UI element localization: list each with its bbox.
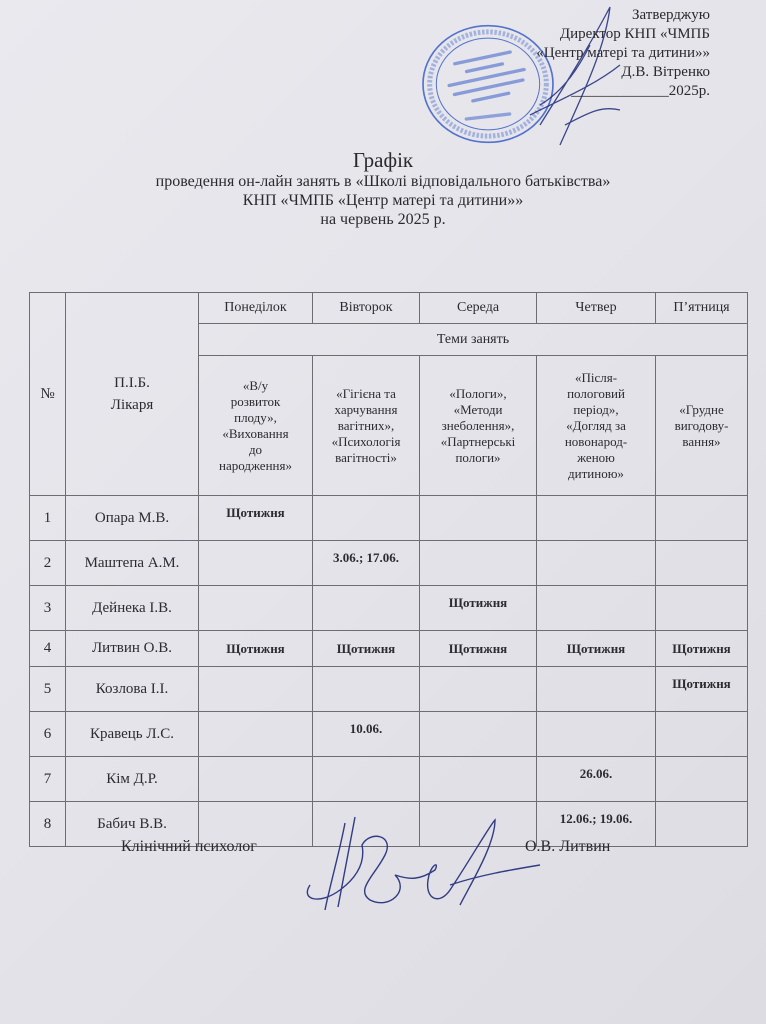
topic-line: дитиною» xyxy=(568,465,624,481)
header-num: № xyxy=(30,293,66,496)
topic-cell xyxy=(420,356,537,496)
row-number: 5 xyxy=(30,667,66,712)
topic-line: вагітності» xyxy=(335,449,397,465)
title-line: проведення он-лайн занять в «Школі відповідального батьківства» xyxy=(155,173,611,190)
approval-line: «Центр матері та дитини»» xyxy=(536,45,710,61)
topic-line: новонарод- xyxy=(564,433,628,449)
schedule-cell xyxy=(313,586,420,631)
footer-role: Клінічний психолог xyxy=(121,838,257,855)
schedule-cell xyxy=(420,496,537,541)
topic-line: «Психологія xyxy=(331,433,401,449)
approval-line: Директор КНП «ЧМПБ xyxy=(559,26,710,42)
title-main: Графік xyxy=(352,148,414,172)
topic-line: розвиток xyxy=(230,393,281,409)
topic-line: «Грудне xyxy=(679,401,724,417)
schedule-cell xyxy=(656,496,748,541)
approval-date-line: _____________2025р. xyxy=(571,83,710,99)
schedule-cell: 26.06. xyxy=(537,757,656,802)
schedule-cell xyxy=(313,496,420,541)
table-row xyxy=(30,667,748,712)
schedule-cell xyxy=(420,757,537,802)
table-row xyxy=(30,631,748,667)
doctor-name: Бабич В.В. xyxy=(66,802,199,847)
schedule-cell xyxy=(656,802,748,847)
doctor-name: Козлова І.І. xyxy=(66,667,199,712)
schedule-cell xyxy=(199,667,313,712)
topic-line: період», xyxy=(573,401,619,417)
topic-line: «Виховання xyxy=(222,425,289,441)
topic-line: вигодову- xyxy=(674,417,729,433)
topic-line: «Пологи», xyxy=(449,385,507,401)
schedule-cell xyxy=(313,757,420,802)
topic-line: вагітних», xyxy=(337,417,395,433)
schedule-cell: Щотижня xyxy=(313,631,420,667)
schedule-cell xyxy=(537,712,656,757)
schedule-cell xyxy=(656,712,748,757)
row-number: 8 xyxy=(30,802,66,847)
table-row xyxy=(30,496,748,541)
header-day: Середа xyxy=(420,293,537,324)
topic-line: до xyxy=(248,441,263,457)
schedule-cell xyxy=(313,667,420,712)
schedule-cell xyxy=(199,757,313,802)
schedule-table xyxy=(29,292,748,847)
topic-line: вання» xyxy=(682,433,721,449)
doctor-name: Кім Д.Р. xyxy=(66,757,199,802)
header-day: П’ятниця xyxy=(656,293,748,324)
table-row xyxy=(30,712,748,757)
row-number: 1 xyxy=(30,496,66,541)
schedule-cell xyxy=(199,541,313,586)
schedule-cell xyxy=(656,541,748,586)
topic-cell xyxy=(199,356,313,496)
schedule-cell xyxy=(199,586,313,631)
footer-name: О.В. Литвин xyxy=(525,838,611,855)
header-day: Четвер xyxy=(537,293,656,324)
approval-line: Затверджую xyxy=(632,7,710,23)
schedule-cell: 3.06.; 17.06. xyxy=(313,541,420,586)
row-number: 3 xyxy=(30,586,66,631)
topic-line: харчування xyxy=(334,401,398,417)
schedule-cell xyxy=(420,667,537,712)
schedule-cell xyxy=(537,541,656,586)
document-title xyxy=(0,148,766,229)
schedule-cell: 10.06. xyxy=(313,712,420,757)
header-name-line1: П.І.Б. xyxy=(114,375,150,391)
schedule-cell: 12.06.; 19.06. xyxy=(537,802,656,847)
row-number: 4 xyxy=(30,631,66,667)
schedule-cell: Щотижня xyxy=(537,631,656,667)
topic-line: «Методи xyxy=(453,401,503,417)
schedule-cell xyxy=(537,496,656,541)
doctor-name: Дейнека І.В. xyxy=(66,586,199,631)
topics-header: Теми занять xyxy=(199,324,748,356)
header-day: Вівторок xyxy=(313,293,420,324)
doctor-name: Кравець Л.С. xyxy=(66,712,199,757)
schedule-cell xyxy=(420,541,537,586)
topic-cell xyxy=(656,356,748,496)
table-row xyxy=(30,757,748,802)
topic-line: народження» xyxy=(219,457,292,473)
schedule-cell xyxy=(656,586,748,631)
schedule-cell: Щотижня xyxy=(656,631,748,667)
topic-line: «Догляд за xyxy=(566,417,626,433)
schedule-cell xyxy=(537,667,656,712)
schedule-cell xyxy=(199,712,313,757)
table-row xyxy=(30,541,748,586)
header-name xyxy=(66,293,199,496)
topic-cell xyxy=(313,356,420,496)
topic-line: «Партнерські xyxy=(440,433,516,449)
title-period: на червень 2025 р. xyxy=(320,211,446,228)
schedule-cell: Щотижня xyxy=(420,631,537,667)
schedule-cell: Щотижня xyxy=(199,496,313,541)
row-number: 7 xyxy=(30,757,66,802)
topic-line: «Гігієна та xyxy=(336,385,396,401)
header-name-line2: Лікаря xyxy=(110,397,154,413)
topic-cell xyxy=(537,356,656,496)
row-number: 2 xyxy=(30,541,66,586)
doctor-name: Опара М.В. xyxy=(66,496,199,541)
schedule-cell: Щотижня xyxy=(420,586,537,631)
schedule-cell xyxy=(537,586,656,631)
approval-block xyxy=(536,6,710,101)
header-day: Понеділок xyxy=(199,293,313,324)
doctor-name: Литвин О.В. xyxy=(66,631,199,667)
row-number: 6 xyxy=(30,712,66,757)
doctor-name: Маштепа А.М. xyxy=(66,541,199,586)
topic-line: «В/у xyxy=(242,377,269,393)
topic-line: пологи» xyxy=(455,449,501,465)
schedule-cell xyxy=(656,757,748,802)
topic-line: женою xyxy=(577,449,615,465)
table-row xyxy=(30,586,748,631)
title-line: КНП «ЧМПБ «Центр матері та дитини»» xyxy=(242,192,524,209)
schedule-cell: Щотижня xyxy=(199,631,313,667)
topic-line: «Після- xyxy=(574,369,618,385)
topic-line: пологовий xyxy=(567,385,625,401)
schedule-cell: Щотижня xyxy=(656,667,748,712)
topic-line: знеболення», xyxy=(441,417,515,433)
approval-line: Д.В. Вітренко xyxy=(621,64,710,80)
header-row-days xyxy=(30,293,748,324)
topic-line: плоду», xyxy=(234,409,277,425)
psychologist-signature xyxy=(300,805,580,915)
schedule-cell xyxy=(420,712,537,757)
